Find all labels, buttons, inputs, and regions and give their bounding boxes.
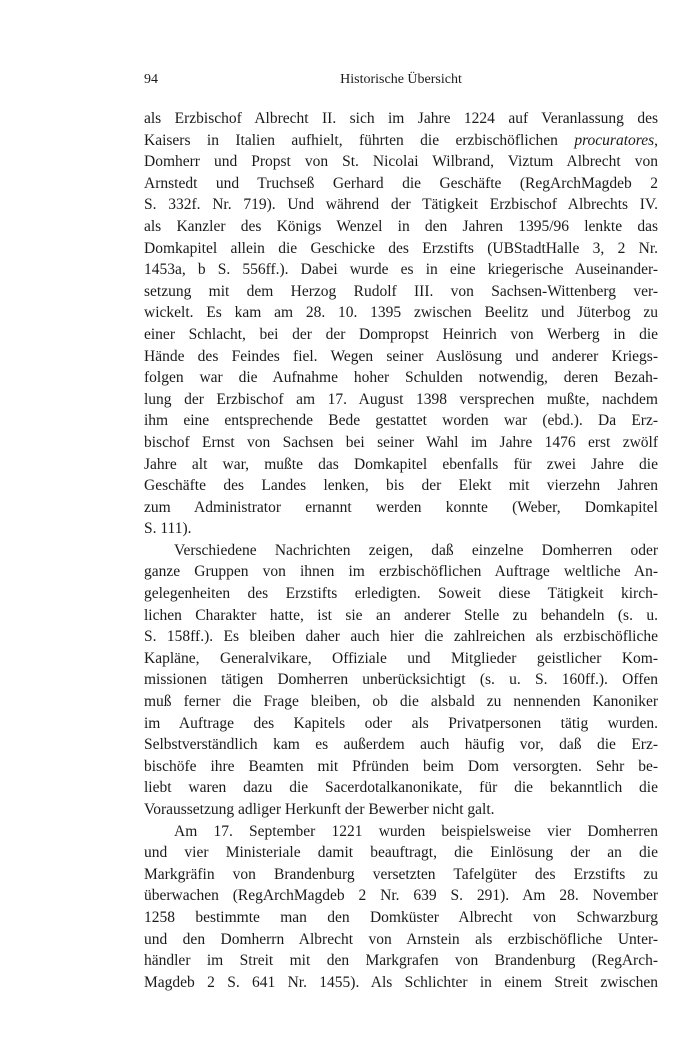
text-line: im Auftrage des Kapitels oder als Privatpersonen tätig wurden. [144, 714, 658, 732]
text-line: und vier Ministeriale damit beauftragt, die Einlösung der an die [144, 844, 658, 862]
text-line: S. 111). [144, 520, 192, 538]
text-line: einer Schlacht, bei der der Dompropst Heinrich von Werberg in die [144, 325, 658, 343]
text-line: setzung mit dem Herzog Rudolf III. von Sachsen-Wittenberg ver- [144, 282, 658, 300]
text-line: 1258 bestimmte man den Domküster Albrecht von Schwarzburg [144, 908, 658, 926]
text-line: Kapläne, Generalvikare, Offiziale und Mitglieder geistlicher Kom- [144, 649, 658, 667]
text-line-part: Kaisers in Italien aufhielt, führten die erzbischöflichen [144, 131, 575, 149]
text-line: als Kanzler des Königs Wenzel in den Jahren 1395/96 lenkte das [144, 217, 658, 235]
text-line: S. 332f. Nr. 719). Und während der Tätigkeit Erzbischof Albrechts IV. [144, 196, 658, 214]
text-line: ganze Gruppen von ihnen im erzbischöflichen Auftrage weltliche An- [144, 563, 658, 581]
text-line: Domherr und Propst von St. Nicolai Wilbrand, Viztum Albrecht von [144, 153, 658, 171]
text-line: muß ferner die Frage bleiben, ob die alsbald zu nennenden Kanoniker [144, 693, 658, 711]
text-line: Hände des Feindes fiel. Wegen seiner Auslösung und anderer Kriegs- [144, 347, 658, 365]
text-line-part: , [654, 131, 658, 149]
italic-term: procuratores [574, 131, 655, 149]
text-line: Verschiedene Nachrichten zeigen, daß einzelne Domherren oder [174, 541, 658, 559]
paragraph [144, 540, 658, 821]
text-line: zum Administrator ernannt werden konnte (Weber, Domkapitel [144, 498, 658, 516]
text-line: missionen tätigen Domherren unberücksichtigt (s. u. S. 160ff.). Offen [144, 671, 658, 689]
text-line: gelegenheiten des Erzstifts erledigten. Soweit diese Tätigkeit kirch- [144, 585, 658, 603]
text-line: Markgräfin von Brandenburg versetzten Tafelgüter des Erzstifts zu [144, 865, 658, 883]
text-line: als Erzbischof Albrecht II. sich im Jahre 1224 auf Veranlassung des [144, 110, 658, 127]
paragraph [144, 108, 658, 540]
running-title: Historische Übersicht [340, 72, 462, 87]
text-line: Geschäfte des Landes lenken, bis der Elekt mit vierzehn Jahren [144, 477, 658, 495]
text-line: bischof Ernst von Sachsen bei seiner Wahl im Jahre 1476 erst zwölf [144, 433, 658, 451]
page-number: 94 [144, 72, 158, 87]
text-line: Jahre alt war, mußte das Domkapitel ebenfalls für zwei Jahre die [144, 455, 658, 473]
text-line: Magdeb 2 S. 641 Nr. 1455). Als Schlichter in einem Streit zwischen [144, 973, 658, 991]
text-line: S. 158ff.). Es bleiben daher auch hier die zahlreichen als erzbischöfliche [144, 628, 658, 646]
text-line: und den Domherrn Albrecht von Arnstein als erzbischöfliche Unter- [144, 930, 658, 948]
text-line: 1453a, b S. 556ff.). Dabei wurde es in eine kriegerische Auseinander- [144, 261, 658, 279]
text-line: Am 17. September 1221 wurden beispielsweise vier Domherren [174, 822, 658, 840]
text-line: händler im Streit mit den Markgrafen von Brandenburg (RegArch- [144, 952, 658, 970]
text-line: wickelt. Es kam am 28. 10. 1395 zwischen Beelitz und Jüterbog zu [144, 304, 658, 322]
book-page [144, 72, 658, 993]
running-header [144, 72, 658, 98]
text-line: bischöfe ihre Beamten mit Pfründen beim Dom versorgten. Sehr be- [144, 757, 658, 775]
text-line: Arnstedt und Truchseß Gerhard die Geschäfte (RegArchMagdeb 2 [144, 174, 658, 192]
text-line: lung der Erzbischof am 17. August 1398 versprechen mußte, nachdem [144, 390, 658, 408]
text-line [144, 130, 658, 152]
text-line: liebt waren dazu die Sacerdotalkanonikate, für die bekanntlich die [144, 779, 658, 797]
body-text [144, 108, 658, 993]
text-line: Domkapitel allein die Geschicke des Erzstifts (UBStadtHalle 3, 2 Nr. [144, 239, 658, 257]
text-line: ihm eine entsprechende Bede gestattet worden war (ebd.). Da Erz- [144, 412, 658, 430]
text-line: Selbstverständlich kam es außerdem auch häufig vor, daß die Erz- [144, 736, 658, 754]
text-line: folgen war die Aufnahme hoher Schulden notwendig, deren Bezah- [144, 369, 658, 387]
text-line: lichen Charakter hatte, ist sie an anderer Stelle zu behandeln (s. u. [144, 606, 658, 624]
paragraph [144, 821, 658, 994]
text-line: überwachen (RegArchMagdeb 2 Nr. 639 S. 291). Am 28. November [144, 887, 658, 905]
text-line: Voraussetzung adliger Herkunft der Bewerber nicht galt. [144, 801, 495, 818]
